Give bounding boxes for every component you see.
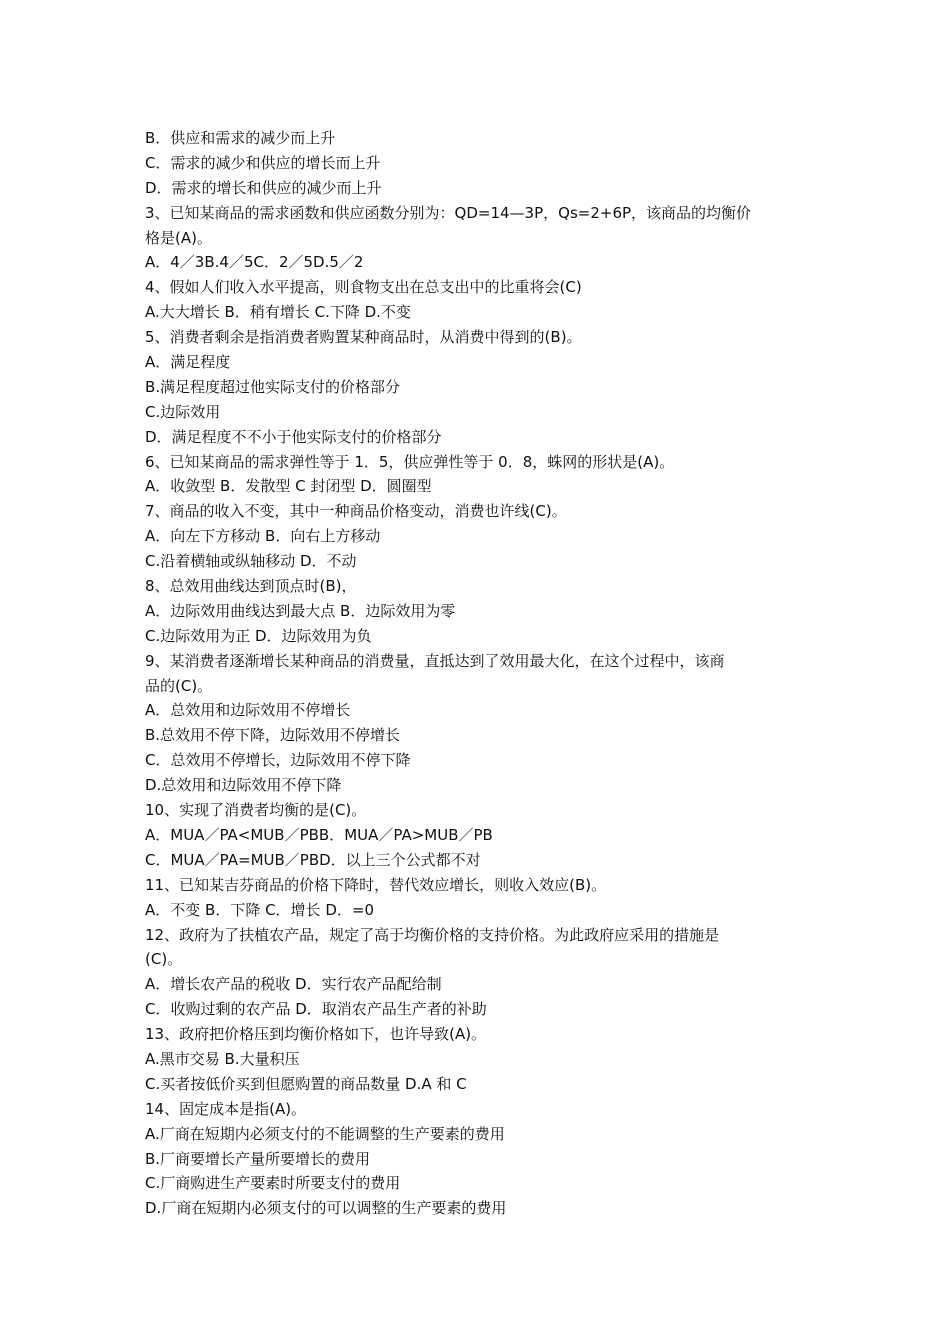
text-line: 格是(A)。 — [145, 228, 212, 247]
text-line: B.厂商要增长产量所要增长的费用 — [145, 1149, 371, 1168]
text-line: A．MUA／PA<MUB／PBB．MUA／PA>MUB／PB — [145, 825, 493, 844]
text-line: 10、实现了消费者均衡的是(C)。 — [145, 801, 367, 820]
text-line: C．需求的减少和供应的增长而上升 — [145, 153, 381, 172]
text-line: C．收购过剩的农产品 D．取消农产品生产者的补助 — [145, 1000, 487, 1019]
text-line: 6、已知某商品的需求弹性等于 1．5，供应弹性等于 0．8，蛛网的形状是(A)。 — [145, 452, 675, 471]
text-line: C．MUA／PA=MUB／PBD．以上三个公式都不对 — [145, 850, 481, 869]
text-line: C.厂商购进生产要素时所要支付的费用 — [145, 1174, 401, 1193]
text-line: B．供应和需求的减少而上升 — [145, 129, 336, 147]
text-line: A．满足程度 — [145, 353, 231, 372]
text-line: D．需求的增长和供应的减少而上升 — [145, 178, 382, 197]
text-line: 3、已知某商品的需求函数和供应函数分别为：QD=14—3P，Qs=2+6P，该商品的均衡价 — [145, 203, 752, 222]
text-line: A．向左下方移动 B．向右上方移动 — [145, 527, 381, 546]
text-line: C.买者按低价买到但愿购置的商品数量 D.A 和 C — [145, 1074, 467, 1093]
text-line: A.厂商在短期内必须支付的不能调整的生产要素的费用 — [145, 1124, 505, 1143]
document-body — [145, 126, 815, 1221]
text-line: 12、政府为了扶植农产品，规定了高于均衡价格的支持价格。为此政府应采用的措施是 — [145, 925, 720, 944]
text-line: 4、假如人们收入水平提高，则食物支出在总支出中的比重将会(C) — [145, 278, 582, 297]
text-line: B.满足程度超过他实际支付的价格部分 — [145, 377, 401, 396]
text-line: 品的(C)。 — [145, 676, 213, 695]
text-line: 7、商品的收入不变，其中一种商品价格变动，消费也许线(C)。 — [145, 502, 567, 521]
text-line: 9、某消费者逐渐增长某种商品的消费量，直抵达到了效用最大化，在这个过程中，该商 — [145, 651, 725, 670]
text-line: A.黑市交易 B.大量积压 — [145, 1049, 300, 1068]
text-line: D.总效用和边际效用不停下降 — [145, 776, 342, 795]
text-line: 8、总效用曲线达到顶点时(B)， — [145, 577, 357, 596]
text-line: A．总效用和边际效用不停增长 — [145, 701, 351, 720]
text-line: C.沿着横轴或纵轴移动 D．不动 — [145, 552, 357, 571]
text-line: A．4／3B.4／5C．2／5D.5／2 — [145, 253, 364, 272]
text-line: A.大大增长 B．稍有增长 C.下降 D.不变 — [145, 303, 411, 322]
text-line: 14、固定成本是指(A)。 — [145, 1099, 307, 1118]
text-line: 13、政府把价格压到均衡价格如下，也许导致(A)。 — [145, 1025, 487, 1044]
text-line: A．增长农产品的税收 D．实行农产品配给制 — [145, 975, 442, 994]
text-line: A．不变 B．下降 C．增长 D．=0 — [145, 900, 374, 919]
text-line: A．收敛型 B．发散型 C 封闭型 D．圆圈型 — [145, 477, 432, 496]
text-line: C.边际效用 — [145, 402, 221, 421]
text-line: C.边际效用为正 D．边际效用为负 — [145, 626, 372, 645]
text-line: D．满足程度不不小于他实际支付的价格部分 — [145, 427, 442, 446]
text-line: 11、已知某吉芬商品的价格下降时，替代效应增长，则收入效应(B)。 — [145, 875, 607, 894]
text-line: 5、消费者剩余是指消费者购置某种商品时，从消费中得到的(B)。 — [145, 328, 582, 347]
text-line: (C)。 — [145, 950, 183, 969]
text-line: A．边际效用曲线达到最大点 B．边际效用为零 — [145, 601, 456, 620]
text-line: D.厂商在短期内必须支付的可以调整的生产要素的费用 — [145, 1199, 507, 1218]
text-line: B.总效用不停下降，边际效用不停增长 — [145, 726, 401, 745]
text-line: C．总效用不停增长，边际效用不停下降 — [145, 751, 411, 770]
